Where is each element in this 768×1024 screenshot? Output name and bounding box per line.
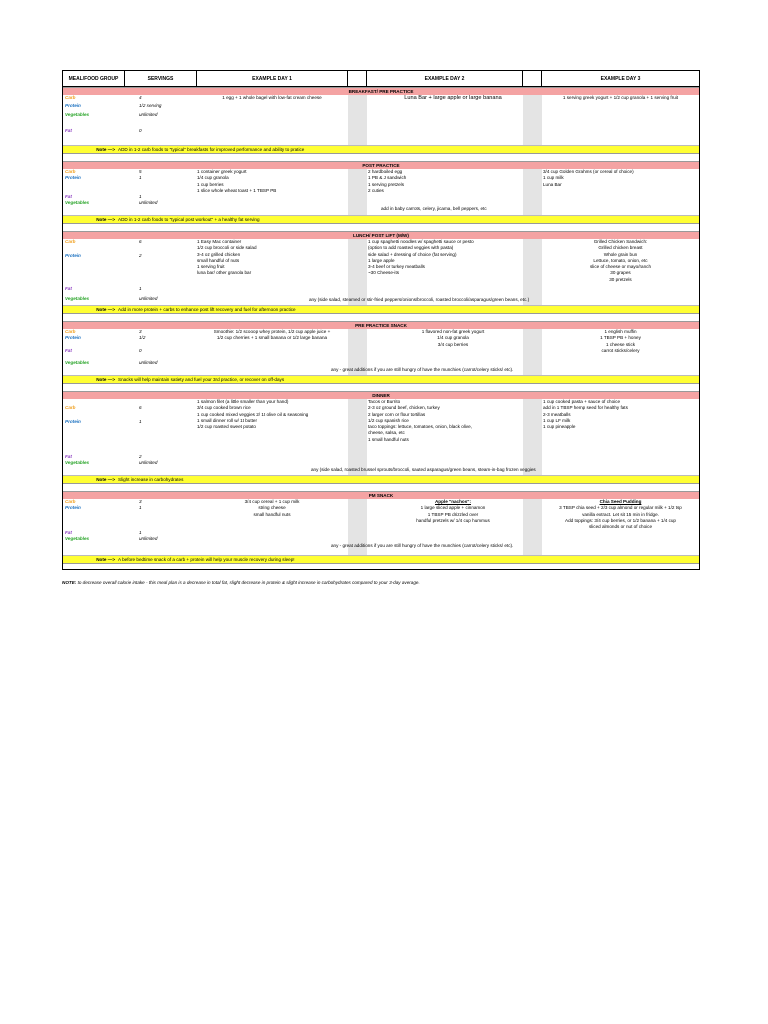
day2-item: ~30 Cheese-its xyxy=(368,270,400,276)
note-label: Note —> xyxy=(96,307,115,312)
label-protein: Protein xyxy=(65,103,81,109)
day2-item: 1 PB & J sandwich xyxy=(368,175,407,181)
protein-servings: 2 xyxy=(139,253,142,259)
day1-item: 3/4 cup cooked brown rice xyxy=(197,405,251,411)
vegetables-span: any (side salad, steamed or stir-fried peppers/onions/broccoli, roasted broccoli/asparagus/green beans, etc.) xyxy=(309,297,530,302)
day1-item: 1/2 cup broccoli or side salad xyxy=(197,245,257,251)
section-breakfast xyxy=(63,95,699,145)
vegetables-span: any - great additions if you are still hungry of have the munchies (carrot/celery sticks/ etc). xyxy=(331,367,514,372)
day3-item: 1 cup pineapple xyxy=(543,424,576,430)
note-label: Note —> xyxy=(96,147,115,152)
veg-servings: unlimited xyxy=(139,459,158,465)
day1-item: 1 container greek yogurt xyxy=(197,169,247,174)
note-lunch xyxy=(63,305,699,313)
veg-servings: unlimited xyxy=(139,199,158,205)
label-fat: Fat xyxy=(65,285,72,291)
day1-item: string cheese xyxy=(258,505,286,511)
note-label: Note —> xyxy=(96,217,115,222)
section-lunch xyxy=(63,239,699,305)
veg-servings: unlimited xyxy=(139,535,158,541)
veg-servings: unlimited xyxy=(139,111,158,117)
note-post-practice xyxy=(63,215,699,223)
carb-servings: 3 xyxy=(139,499,142,504)
day3-item: 3/4 cup Golden Grahms (or cereal of choice) xyxy=(543,169,634,174)
carb-servings: 3 xyxy=(139,329,142,334)
day3-item: add in 1 TBSP hemp seed for healthy fats xyxy=(543,405,628,411)
day3-item: 1 cup milk xyxy=(543,175,564,181)
footnote-label: NOTE: xyxy=(62,580,77,585)
label-vegetables: Vegetables xyxy=(65,199,90,205)
vegetables-span: add in baby carrots, celery, jicama, bell peppers, etc xyxy=(381,206,487,211)
day3-item: 1 cup cooked pasta + sauce of choice xyxy=(543,399,620,404)
day2-item: cheese, salsa, etc xyxy=(368,430,405,436)
label-carb: Carb xyxy=(65,405,76,410)
label-protein: Protein xyxy=(65,253,81,259)
day1-item: 3/4 cup cereal + 1 cup milk xyxy=(244,499,300,504)
carb-servings: 6 xyxy=(139,239,142,244)
day2-item: side salad + dressing of choice (fat serving) xyxy=(368,251,457,257)
label-vegetables: Vegetables xyxy=(65,459,90,465)
label-carb: Carb xyxy=(65,95,76,100)
day2-item: 3/4 cup berries xyxy=(437,341,469,347)
day1-item: 3-4 oz grilled chicken xyxy=(197,251,241,257)
day2-item: Luna Bar + large apple or large banana xyxy=(404,95,502,101)
carb-servings: 5 xyxy=(139,169,142,174)
day1-item: small handful nuts xyxy=(253,511,291,517)
label-fat: Fat xyxy=(65,453,72,459)
note-pre-practice-snack xyxy=(63,375,699,383)
section-pre-practice-snack xyxy=(63,329,699,375)
carb-servings: 6 xyxy=(139,405,142,410)
section-title-pre-practice-snack: PRE PRACTICE SNACK xyxy=(63,321,699,329)
protein-servings: 1/2 xyxy=(139,335,146,341)
label-fat: Fat xyxy=(65,529,72,535)
note-label: Note —> xyxy=(96,557,115,562)
day3-item: 30 grapes xyxy=(610,270,631,276)
note-label: Note —> xyxy=(96,377,115,382)
label-protein: Protein xyxy=(65,505,81,511)
day1-item: small handful of nuts xyxy=(197,257,240,263)
day3-item: 2-3 meatballs xyxy=(543,411,571,417)
label-protein: Protein xyxy=(65,419,81,425)
day1-item: 1 cup berries xyxy=(197,181,224,187)
note-text: Slight increase in carbohydrates xyxy=(118,477,184,482)
table-header xyxy=(63,71,699,87)
day3-item: 1 cheese stick xyxy=(605,341,636,347)
day3-item: carrot sticks/celery xyxy=(601,347,640,353)
fat-servings: 0 xyxy=(139,127,142,133)
section-title-pm-snack: PM SNACK xyxy=(63,491,699,499)
day3-item: Add toppings: 3/4 cup berries, or 1/2 banana + 1/4 cup xyxy=(565,517,676,523)
label-protein: Protein xyxy=(65,335,81,341)
carb-servings: 4 xyxy=(139,95,142,100)
day3-item: vanilla extract. Let sit 15 min in fridge. xyxy=(582,511,659,517)
day1-item: 1 cup cooked mixed veggies 2/ 1t olive oil & seasoning xyxy=(197,411,309,417)
day2-item: 1 TBSP PB drizzled over xyxy=(427,511,479,517)
day1-item: 1 serving fruit xyxy=(197,264,225,270)
day2-recipe-title: Apple "nachos": xyxy=(434,499,471,504)
section-title-lunch: LUNCH/ POST LIFT (M/W) xyxy=(63,231,699,239)
day3-item: Luna Bar xyxy=(543,181,562,187)
section-title-post-practice: POST PRACTICE xyxy=(63,161,699,169)
day2-item: handful pretzels w/ 1/4 cup hummus xyxy=(416,517,490,523)
day3-item: Grilled chicken breast xyxy=(598,245,643,251)
header-day1: EXAMPLE DAY 1 xyxy=(197,71,348,86)
meal-plan-table xyxy=(62,70,700,570)
label-vegetables: Vegetables xyxy=(65,359,90,365)
protein-servings: 1 xyxy=(139,505,142,511)
label-carb: Carb xyxy=(65,169,76,174)
protein-servings: 1 xyxy=(139,419,142,425)
day3-item: 30 pretzels xyxy=(609,276,632,282)
section-title-breakfast: BREAKFAST/ PRE PRACTICE xyxy=(63,87,699,95)
day3-item: Whole grain bun xyxy=(603,251,638,257)
label-carb: Carb xyxy=(65,499,76,504)
section-dinner xyxy=(63,399,699,475)
section-post-practice xyxy=(63,169,699,215)
day1-item: 1/2 cup cherries + 1 small banana or 1/2 large banana xyxy=(216,335,328,341)
day2-item: 1 large sliced apple + cinnamon xyxy=(420,505,486,511)
label-protein: Protein xyxy=(65,175,81,181)
day2-item: 2-3 oz ground beef, chicken, turkey xyxy=(368,405,440,411)
header-meal-group: MEAL/FOOD GROUP xyxy=(63,71,125,86)
day3-item: sliced almonds or nut of choice xyxy=(588,524,653,530)
section-pm-snack xyxy=(63,499,699,555)
day3-item: 1 english muffin xyxy=(604,329,637,334)
fat-servings: 1 xyxy=(139,193,142,199)
day2-item: 1/4 cup granola xyxy=(437,335,469,341)
day3-item: 1 TBSP PB + honey xyxy=(600,335,641,341)
label-vegetables: Vegetables xyxy=(65,535,90,541)
note-dinner xyxy=(63,475,699,483)
day1-item: 1 salmon filet (a little smaller than your hand) xyxy=(197,399,289,404)
label-fat: Fat xyxy=(65,347,72,353)
day1-item: 1 Easy Mac container xyxy=(197,239,242,244)
day3-item: Lettuce, tomato, onion, etc xyxy=(593,257,648,263)
day3-item: Grilled Chicken Sandwich: xyxy=(593,239,648,244)
day1-item: 1 slice whole wheat toast + 1 TBSP PB xyxy=(197,187,277,193)
veg-servings: unlimited xyxy=(139,295,158,301)
day3-recipe-title: Chia Seed Pudding xyxy=(599,499,642,504)
fat-servings: 1 xyxy=(139,285,142,291)
vegetables-span: any - great additions if you are still hungry of have the munchies (carrot/celery sticks/ etc). xyxy=(331,543,514,548)
day2-item: 3-4 beef or turkey meatballs xyxy=(368,264,425,270)
header-day2: EXAMPLE DAY 2 xyxy=(367,71,523,86)
day3-item: 1 serving greek yogurt + 1/2 cup granola + 1 serving fruit xyxy=(562,95,679,100)
day1-item: 1/2 cup roasted sweet potato xyxy=(197,424,256,430)
day2-item: 1 serving pretzels xyxy=(368,181,405,187)
vegetables-span: any (side salad, roasted brussel sprouts/broccoli, sauted asparagus/green beans, steam-in-bag frozen veggies xyxy=(311,467,536,472)
day2-item: 2 larger corn or flour tortillas xyxy=(368,411,426,417)
note-text: ADD in 1-2 carb foods to "typical" breakfasts for improved performance and ability to pratice xyxy=(118,147,305,152)
label-fat: Fat xyxy=(65,127,72,133)
label-carb: Carb xyxy=(65,239,76,244)
header-servings: SERVINGS xyxy=(125,71,197,86)
note-text: Snacks will help maintain satiety and fuel your 3rd practice, or recover on off-days xyxy=(118,377,285,382)
footnote-text: to decrease overall calorie intake - this meal plan is a decrease in total fat, slight decrease in protein & slight increase in carbohydrates compared to your 3-day average. xyxy=(77,580,420,585)
day2-item: taco toppings: lettuce, tomatoes, onion, black olive, xyxy=(368,424,472,430)
day2-item: 1 small handful nuts xyxy=(368,436,409,442)
note-breakfast xyxy=(63,145,699,153)
footnote xyxy=(62,580,420,585)
label-fat: Fat xyxy=(65,193,72,199)
day2-item: 1 flavored non-fat greek yogurt xyxy=(421,329,485,334)
day2-item: 1 cup spaghetti noodles w/ spaghetti sauce or pesto xyxy=(368,239,474,244)
day2-item: 2 hardboiled egg xyxy=(368,169,403,174)
day1-item: 1/4 cup granola xyxy=(197,175,229,181)
veg-servings: unlimited xyxy=(139,359,158,365)
day2-item: 1/2 cup spanish rice xyxy=(368,417,409,423)
section-title-dinner: DINNER xyxy=(63,391,699,399)
note-label: Note —> xyxy=(96,477,115,482)
fat-servings: 1 xyxy=(139,529,142,535)
label-vegetables: Vegetables xyxy=(65,111,90,117)
day2-item: Tacos or Burrito xyxy=(368,399,401,404)
fat-servings: 2 xyxy=(139,453,142,459)
day2-item: (option to add roasted veggies with pasta) xyxy=(368,245,454,251)
label-vegetables: Vegetables xyxy=(65,295,90,301)
day3-item: 3 TBSP chia seed + 2/3 cup almond or regular milk + 1/2 tsp xyxy=(559,505,682,511)
fat-servings: 0 xyxy=(139,347,142,353)
day1-item: luna bar/ other granola bar xyxy=(197,270,252,276)
header-day3: EXAMPLE DAY 3 xyxy=(600,75,641,82)
note-pm-snack xyxy=(63,555,699,563)
day3-item: 1 cup LF milk xyxy=(543,417,571,423)
note-text: ADD in 1-2 carb foods to "typical post workout" + a healthy fat serving xyxy=(118,217,260,222)
note-text: A before bedtime snack of a carb + protein will help your muscle recovery during sleep! xyxy=(118,557,295,562)
label-carb: Carb xyxy=(65,329,76,334)
protein-servings: 1 xyxy=(139,175,142,181)
note-text: Add in more protein + carbs to enhance post lift recovery and fuel for afternoon practice xyxy=(118,307,296,312)
protein-servings: 1/2 serving xyxy=(139,103,162,109)
day1-item: Smoothie: 1/2 scooop whey protein, 1/2 cup apple juice + xyxy=(213,329,331,334)
day2-item: 2 cuties xyxy=(368,187,384,193)
day2-item: 1 large apple xyxy=(368,257,395,263)
day1-item: 1 egg + 1 whole bagel with low-fat cream cheese xyxy=(222,95,322,100)
day1-item: 1 small dinner roll w/ 1t butter xyxy=(197,417,257,423)
day3-item: slice of cheese or mayo/ranch xyxy=(589,264,652,270)
